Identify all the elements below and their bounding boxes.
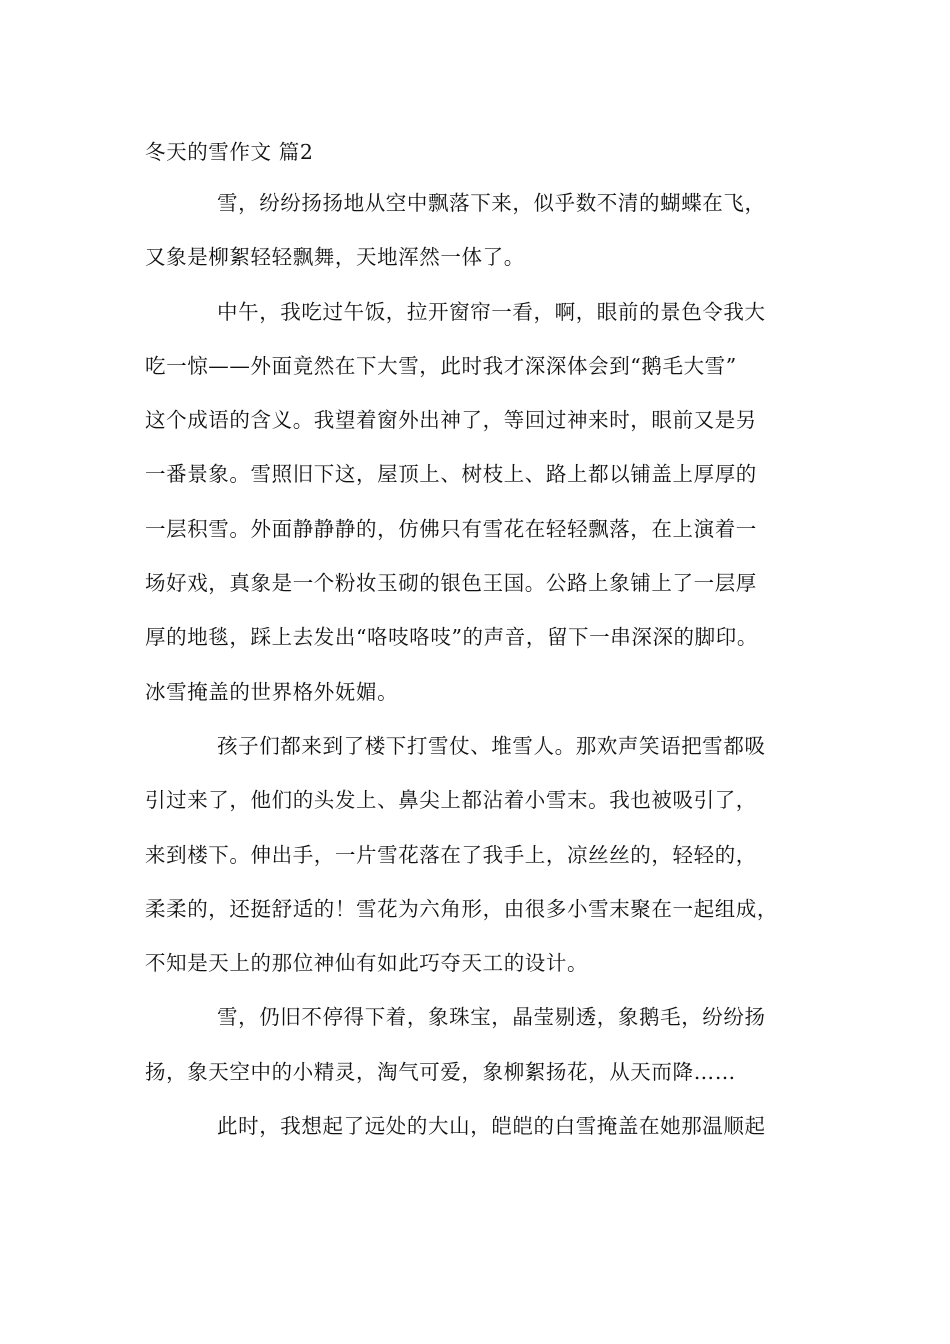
- text-line: 一番景象。雪照旧下这，屋顶上、树枝上、路上都以铺盖上厚厚的: [145, 462, 757, 487]
- text-line: 扬，象天空中的小精灵，淘气可爱，象柳絮扬花，从天而降……: [145, 1059, 736, 1084]
- paragraph-1: [145, 176, 825, 285]
- paragraph-2: [145, 285, 825, 719]
- text-line: 不知是天上的那位神仙有如此巧夺天工的设计。: [145, 951, 589, 976]
- text-line: 冰雪掩盖的世界格外妩媚。: [145, 679, 399, 704]
- paragraph-4: [145, 990, 825, 1099]
- text-line: 孩子们都来到了楼下打雪仗、堆雪人。那欢声笑语把雪都吸: [217, 733, 766, 758]
- text-line: 来到楼下。伸出手，一片雪花落在了我手上，凉丝丝的，轻轻的，: [145, 842, 757, 867]
- text-line: 此时，我想起了远处的大山，皑皑的白雪掩盖在她那温顺起: [217, 1114, 766, 1139]
- text-line: 雪，纷纷扬扬地从空中飘落下来，似乎数不清的蝴蝶在飞，: [217, 191, 766, 215]
- paragraph-3: [145, 719, 825, 990]
- text-line: 吃一惊——外面竟然在下大雪，此时我才深深体会到“鹅毛大雪”: [145, 353, 737, 378]
- text-line: 又象是柳絮轻轻飘舞，天地浑然一体了。: [145, 245, 525, 270]
- text-line: 一层积雪。外面静静静的，仿佛只有雪花在轻轻飘落，在上演着一: [145, 516, 757, 541]
- text-line: 厚的地毯，踩上去发出“咯吱咯吱”的声音，留下一串深深的脚印。: [145, 625, 758, 650]
- text-line: 柔柔的，还挺舒适的！雪花为六角形，由很多小雪末聚在一起组成，: [145, 896, 778, 921]
- paragraph-5: [145, 1099, 825, 1153]
- text-line: 引过来了，他们的头发上、鼻尖上都沾着小雪末。我也被吸引了，: [145, 788, 757, 813]
- text-line: 中午，我吃过午饭，拉开窗帘一看，啊，眼前的景色令我大: [217, 299, 766, 324]
- text-line: 场好戏，真象是一个粉妆玉砌的银色王国。公路上象铺上了一层厚: [145, 571, 757, 596]
- essay-title: 冬天的雪作文 篇2: [145, 140, 314, 164]
- text-line: 这个成语的含义。我望着窗外出神了，等回过神来时，眼前又是另: [145, 408, 757, 433]
- text-line: 雪，仍旧不停得下着，象珠宝，晶莹剔透，象鹅毛，纷纷扬: [217, 1005, 766, 1030]
- essay-body: [145, 128, 825, 1153]
